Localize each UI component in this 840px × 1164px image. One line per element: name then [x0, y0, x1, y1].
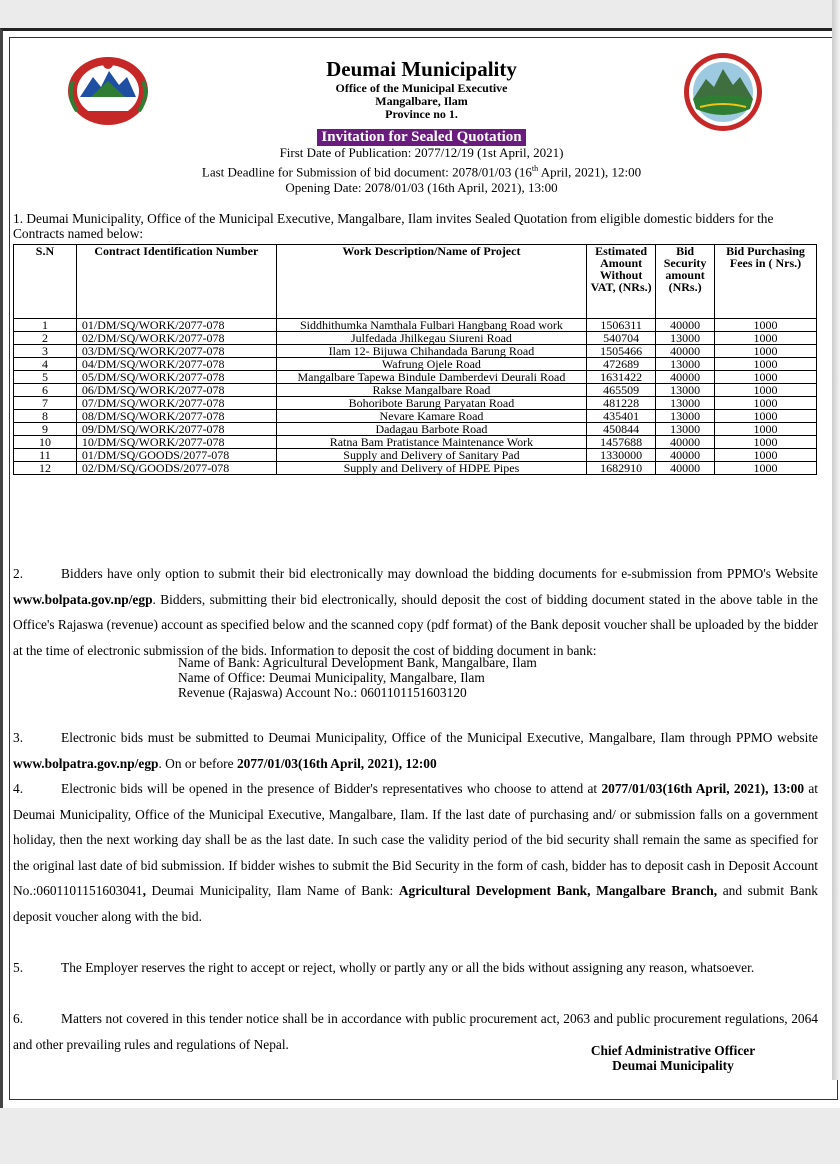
table-cell: 540704	[587, 332, 656, 345]
table-cell: Supply and Delivery of Sanitary Pad	[276, 449, 586, 462]
publication-date: First Date of Publication: 2077/12/19 (1st April, 2021)	[279, 145, 564, 160]
table-cell: Ilam 12- Bijuwa Chihandada Barung Road	[276, 345, 586, 358]
signature-block	[558, 1043, 788, 1073]
table-cell: 3	[14, 345, 77, 358]
bank-name: Name of Bank: Agricultural Development Bank, Mangalbare, Ilam	[178, 655, 537, 670]
contracts-table-body	[14, 319, 817, 475]
table-cell: 02/DM/SQ/GOODS/2077-078	[76, 462, 276, 475]
col-description: Work Description/Name of Project	[276, 245, 586, 319]
table-cell: 1000	[715, 436, 817, 449]
table-cell: 1	[14, 319, 77, 332]
table-row	[14, 358, 817, 371]
table-cell: 01/DM/SQ/WORK/2077-078	[76, 319, 276, 332]
table-cell: 40000	[656, 449, 715, 462]
page-shadow	[832, 0, 840, 1080]
bank-details	[178, 655, 537, 700]
paragraph-1: 1. Deumai Municipality, Office of the Municipal Executive, Mangalbare, Ilam invites Sealed Quotation from eligible domestic bidders for the Contracts named below:	[13, 211, 774, 241]
table-cell: 1000	[715, 397, 817, 410]
table-cell: 40000	[656, 462, 715, 475]
table-cell: 5	[14, 371, 77, 384]
table-cell: 1000	[715, 449, 817, 462]
paragraph-5: 5. The Employer reserves the right to accept or reject, wholly or partly any or all the bids without assigning any reason, whatsoever.	[13, 960, 755, 975]
table-row	[14, 410, 817, 423]
table-row	[14, 436, 817, 449]
table-row	[14, 345, 817, 358]
table-cell: 09/DM/SQ/WORK/2077-078	[76, 423, 276, 436]
table-cell: 10	[14, 436, 77, 449]
bank-office: Name of Office: Deumai Municipality, Mangalbare, Ilam	[178, 670, 485, 685]
table-cell: 07/DM/SQ/WORK/2077-078	[76, 397, 276, 410]
publication-dates	[3, 145, 840, 196]
table-cell: 02/DM/SQ/WORK/2077-078	[76, 332, 276, 345]
col-contract-id: Contract Identification Number	[76, 245, 276, 319]
table-cell: 1000	[715, 371, 817, 384]
revenue-account: Revenue (Rajaswa) Account No.: 0601101151603120	[178, 685, 467, 700]
invitation-title: Invitation for Sealed Quotation	[317, 129, 525, 146]
table-row	[14, 371, 817, 384]
table-cell: 481228	[587, 397, 656, 410]
table-cell: 40000	[656, 371, 715, 384]
ppmo-website-link: www.bolpata.gov.np/egp	[13, 591, 153, 607]
table-row	[14, 332, 817, 345]
paragraph-4: 4. Electronic bids will be opened in the presence of Bidder's representatives who choose to attend at 2077/01/03(16th April, 2021), 13:00 at Deumai Municipality, Office of the Municipal Executive, Mangalbare, Ilam. If the last date of purchasing and/ or submission falls on a government holiday, then the next working day shall be as the last date. In such case the validity period of the bid security shall remain the same as specified for the original last date of bid submission. If bidder wishes to submit the Bid Security in the form of cash, bidder has to deposit cash in Deposit Account No.:0601101151603041, Deumai Municipality, Ilam Name of Bank: Agricultural Development Bank, Mangalbare Branch, and submit Bank deposit voucher along with the bid.	[13, 781, 818, 924]
table-cell: 12	[14, 462, 77, 475]
table-cell: 1505466	[587, 345, 656, 358]
table-cell: Nevare Kamare Road	[276, 410, 586, 423]
paragraph-6: 6. Matters not covered in this tender notice shall be in accordance with public procurement act, 2063 and public procurement regulations, 2064 and other prevailing rules and regulations of Nepal.	[13, 1011, 818, 1052]
col-estimated-amount: Estimated Amount Without VAT, (NRs.)	[587, 245, 656, 319]
table-cell: 11	[14, 449, 77, 462]
signatory-title: Chief Administrative Officer	[590, 1043, 756, 1058]
table-cell: Bohoribote Barung Paryatan Road	[276, 397, 586, 410]
table-cell: 01/DM/SQ/GOODS/2077-078	[76, 449, 276, 462]
table-cell: 1457688	[587, 436, 656, 449]
table-cell: Wafrung Ojele Road	[276, 358, 586, 371]
table-cell: Julfedada Jhilkegau Siureni Road	[276, 332, 586, 345]
table-cell: Mangalbare Tapewa Bindule Damberdevi Deurali Road	[276, 371, 586, 384]
table-cell: 1506311	[587, 319, 656, 332]
tender-notice-page	[0, 28, 840, 1108]
table-row	[14, 449, 817, 462]
table-cell: 05/DM/SQ/WORK/2077-078	[76, 371, 276, 384]
invitation-banner	[3, 128, 840, 146]
table-cell: Rakse Mangalbare Road	[276, 384, 586, 397]
table-cell: 1000	[715, 462, 817, 475]
office-name: Office of the Municipal Executive	[335, 81, 508, 95]
table-cell: 13000	[656, 397, 715, 410]
paragraph-3: 3. Electronic bids must be submitted to Deumai Municipality, Office of the Municipal Executive, Mangalbare, Ilam through PPMO website www.bolpatra.gov.np/egp. On or before 2077/01/03(16th April, 2021), 12:00	[13, 730, 818, 771]
table-cell: 08/DM/SQ/WORK/2077-078	[76, 410, 276, 423]
signatory-org: Deumai Municipality	[612, 1058, 734, 1073]
province-name: Province no 1.	[385, 107, 458, 121]
table-cell: 7	[14, 397, 77, 410]
header-address	[3, 82, 840, 121]
col-bid-security: Bid Security amount (NRs.)	[656, 245, 715, 319]
table-cell: 13000	[656, 423, 715, 436]
table-cell: 4	[14, 358, 77, 371]
table-cell: Dadagau Barbote Road	[276, 423, 586, 436]
table-cell: 13000	[656, 384, 715, 397]
table-cell: 1000	[715, 319, 817, 332]
table-cell: 10/DM/SQ/WORK/2077-078	[76, 436, 276, 449]
table-cell: 450844	[587, 423, 656, 436]
col-sn: S.N	[14, 245, 77, 319]
table-cell: 435401	[587, 410, 656, 423]
table-cell: 40000	[656, 319, 715, 332]
place-name: Mangalbare, Ilam	[375, 94, 468, 108]
municipality-title: Deumai Municipality	[326, 57, 517, 81]
table-cell: 1000	[715, 358, 817, 371]
table-cell: 03/DM/SQ/WORK/2077-078	[76, 345, 276, 358]
table-cell: 04/DM/SQ/WORK/2077-078	[76, 358, 276, 371]
table-cell: Ratna Bam Pratistance Maintenance Work	[276, 436, 586, 449]
table-row	[14, 462, 817, 475]
contracts-table	[13, 244, 817, 475]
table-cell: 1330000	[587, 449, 656, 462]
table-cell: 13000	[656, 358, 715, 371]
opening-date: Opening Date: 2078/01/03 (16th April, 2021), 13:00	[285, 180, 558, 196]
table-cell: 472689	[587, 358, 656, 371]
table-cell: 1000	[715, 410, 817, 423]
table-cell: 40000	[656, 345, 715, 358]
table-row	[14, 384, 817, 397]
contracts-table-header	[14, 245, 817, 319]
table-cell: 1000	[715, 345, 817, 358]
table-row	[14, 319, 817, 332]
table-cell: 9	[14, 423, 77, 436]
table-row	[14, 397, 817, 410]
table-cell: 40000	[656, 436, 715, 449]
table-cell: 06/DM/SQ/WORK/2077-078	[76, 384, 276, 397]
table-cell: 1000	[715, 384, 817, 397]
table-cell: 1000	[715, 332, 817, 345]
table-cell: 1682910	[587, 462, 656, 475]
table-cell: 2	[14, 332, 77, 345]
table-cell: Supply and Delivery of HDPE Pipes	[276, 462, 586, 475]
table-row	[14, 423, 817, 436]
table-cell: 13000	[656, 410, 715, 423]
paragraph-2: 2. Bidders have only option to submit their bid electronically may download the bidding documents for e-submission from PPMO's Website www.bolpata.gov.np/egp. Bidders, submitting their bid electronically, should deposit the cost of bidding document stated in the above table in the Office's Rajaswa (revenue) account as specified below and the scanned copy (pdf format) of the Bank deposit voucher shall be uploaded by the bidder at the time of electronic submission of the bids. Information to deposit the cost of bidding document in bank:	[13, 566, 818, 658]
table-cell: 8	[14, 410, 77, 423]
col-purchasing-fees: Bid Purchasing Fees in ( Nrs.)	[715, 245, 817, 319]
table-cell: Siddhithumka Namthala Fulbari Hangbang Road work	[276, 319, 586, 332]
table-cell: 465509	[587, 384, 656, 397]
submission-deadline: Last Deadline for Submission of bid document: 2078/01/03 (16th April, 2021), 12:00	[201, 164, 642, 180]
table-cell: 6	[14, 384, 77, 397]
table-cell: 13000	[656, 332, 715, 345]
table-cell: 1631422	[587, 371, 656, 384]
table-cell: 1000	[715, 423, 817, 436]
